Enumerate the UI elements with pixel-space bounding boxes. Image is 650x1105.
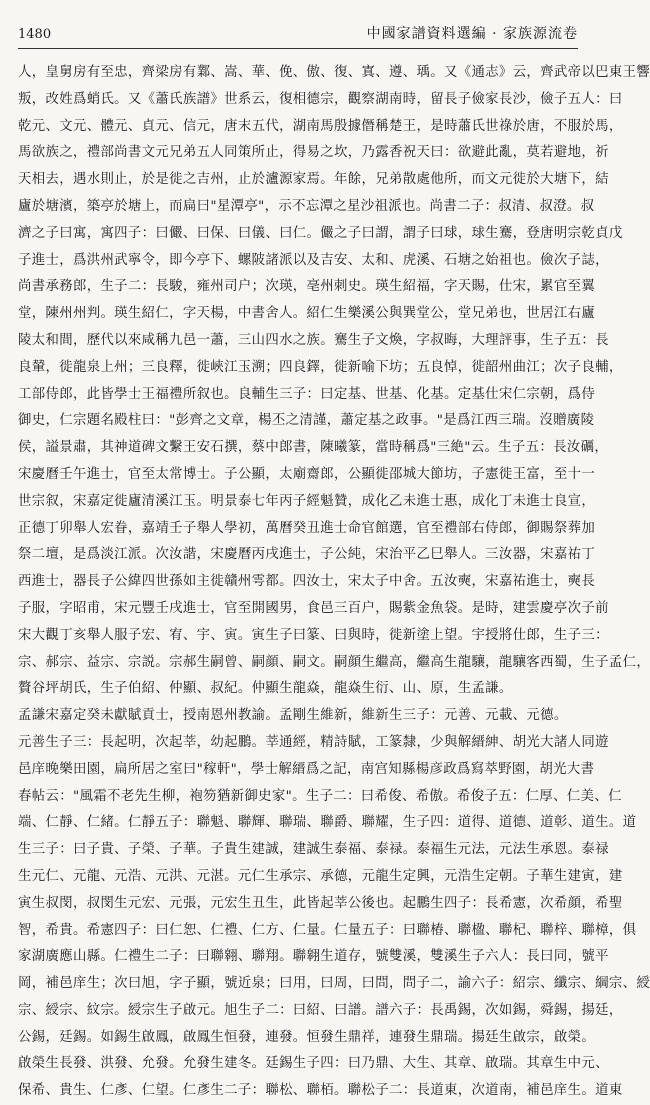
text-line: 尚書承務郎，生子二：長駿，雍州司户；次瑛，亳州刺史。瑛生紹福，字天賜，仕宋，累官至翼	[18, 279, 596, 295]
text-line: 西進士，器長子公緯四世孫如主徙贛州雩都。四汝士，宋太子中舍。五汝奭，宋嘉祐進士，奭長	[18, 574, 596, 590]
text-line: 公錫，廷錫。如錫生啟鳳，啟鳳生恒發，連發。恒發生鼎祥，連發生鼎瑞。揚廷生啟宗，啟榮。	[18, 1029, 596, 1045]
page-header	[18, 18, 578, 49]
text-line: 端、仁靜、仁緒。仁靜五子：聯魁、聯輝、聯瑞、聯爵、聯耀，生子四：道得、道德、道彰、道生。道	[18, 815, 637, 831]
text-line: 贅谷坪胡氏，生子伯紹、仲顯、叔紀。仲顯生龍焱，龍焱生衍、山、原，生孟謙。	[18, 681, 513, 697]
text-line: 人，皇舅房有至忠，齊梁房有鄴、嵩、華、俛、傲、復、寘、遵、瑀。又《通志》云，齊武帝以巴東王響	[18, 65, 650, 80]
text-line: 良輦，徙龍泉上州；三良釋，徙峽江玉溯；四良鐸，徙新喻下坊；五良悼，徙韶州曲江；次子良輔，	[18, 359, 623, 375]
text-line: 廬於塘濱，築亭於塘上，而扁曰"星潭亭"，示不忘潭之星沙祖派也。尚書二子：叔清、叔澄。叔	[18, 198, 595, 214]
text-line: 陵太和間，歷代以來咸稱九邑一蕭，三山四水之族。騫生子文煥，字叔晦，大理評事，生子五：長	[18, 332, 609, 348]
text-line: 正德丁卯舉人宏眷，嘉靖壬子舉人學初，萬曆癸丑進士命官館選，官至禮部右侍郎，御賜祭葬加	[18, 520, 596, 536]
text-line: 啟榮生長發、洪發、允發。允發生建冬。廷錫生子四：曰乃鼎、大生、其章、啟瑞。其章生中元、	[18, 1056, 609, 1072]
text-line: 乾元、文元、體元、貞元、信元，唐末五代，湖南馬殷據僭稱楚王，是時蕭氏世祿於唐，不服於馬，	[18, 118, 623, 134]
text-line: 世宗叙，宋嘉定徙廬清溪江玉。明景泰七年丙子經魁贊，成化乙未進士惠，成化丁未進士良宣，	[18, 493, 596, 509]
text-line: 子服，字昭甫，宋元豐壬戌進士，官至開國男，食邑三百户，賜紫金魚袋。是時，建雲慶亭次子前	[18, 600, 609, 616]
text-line: 家湖廣應山縣。仁禮生二子：曰聯翱、聯翔。聯翱生道存，號雙溪，雙溪生子六人：長曰同，號平	[18, 949, 609, 965]
page-number: 1480	[18, 27, 52, 42]
text-line: 馬欲族之，禮部尚書文元兄弟五人同策所止，得易之坎，乃露香祝天曰：欲避此亂，莫若避地，祈	[18, 145, 609, 161]
running-title: 中國家譜資料選編 · 家族源流卷	[366, 26, 578, 42]
text-line: 宋慶曆壬午進士，官至太常博士。子公顯，太廟齋郎，公顯徙邵城大節坊，子憲徙王富，至十一	[18, 466, 596, 482]
text-line: 元善生子三：長起明，次起莘，幼起鵬。莘通經，精詩賦，工篆隸，少與解縉紳、胡光大諸人同遊	[18, 734, 609, 750]
text-line: 生三子：曰子貴、子榮、子華。子貴生建誠，建誠生泰福、泰禄。泰福生元法，元法生承恩。泰禄	[18, 842, 609, 858]
text-line: 生元仁、元龍、元浩、元洪、元湛。元仁生承宗、承德，元龍生定興，元浩生定朝。子華生建寅，建	[18, 868, 623, 884]
text-line: 御史，仁宗題名殿柱曰："彭齊之文章，楊丕之清謹，蕭定基之政事。"是爲江西三瑞。沒贈廣陵	[18, 413, 595, 429]
text-line: 春帖云："風霜不老先生柳，袍笏猶新御史家"。生子二：曰希俊、希傲。希俊子五：仁厚、仁美、仁	[18, 788, 622, 804]
text-line: 叛，改姓爲蛸氏。又《蕭氏族譜》世系云，復相德宗，觀察湖南時，留長子儉家長沙，儉子五人：曰	[18, 91, 623, 107]
text-line: 濟之子曰寓，寓四子：曰儼、曰保、曰儀、曰仁。儼之子曰謂，謂子曰球，球生騫，登唐明宗乾貞戊	[18, 225, 623, 241]
text-line: 宗、郝宗、益宗、宗説。宗郝生嗣曾、嗣顔、嗣文。嗣顔生繼高，繼高生龍驤，龍驤客西蜀，生子孟仁，	[18, 654, 650, 670]
text-line: 子進士，爲洪州武寧令，即今亭下、螺陂諸派以及吉安、太和、虎溪、石塘之始祖也。儉次子誌，	[18, 252, 609, 268]
text-line: 堂，陳州州判。瑛生紹仁，字天楊，中書舍人。紹仁生樂溪公與巽堂公，堂兄弟也，世居江右廬	[18, 306, 596, 322]
text-line: 孟謙宋嘉定癸未獻賦貢士，授南恩州教諭。孟剛生維新，維新生三子：元善、元載、元德。	[18, 708, 568, 724]
text-line: 工部侍郎，此皆學士王福禮所叙也。良輔生三子：曰定基、世基、化基。定基仕宋仁宗朝，爲侍	[18, 386, 596, 402]
text-line: 寅生叔閔，叔閔生元宏、元張，元宏生丑生，此皆起莘公後也。起鵬生四子：長希憲，次希顔，希聖	[18, 895, 623, 911]
body-text	[18, 60, 650, 1105]
text-line: 侯，謚景肅，其神道碑文繫王安石撰，蔡中郎書，陳曦篆，當時稱爲"三絶"云。生子五：長汝礪，	[18, 440, 609, 456]
text-line: 宋大觀丁亥舉人服子宏、宥、宇、寅。寅生子曰篆、曰與時，徙新塗上望。宇授將仕郎，生子三：	[18, 627, 609, 643]
text-line: 宗、綬宗、紋宗。綬宗生子啟元。旭生子二：曰紹、曰譜。譜六子：長禹錫，次如錫，舜錫，揚廷，	[18, 1002, 623, 1018]
text-line: 祭二壇，是爲淡江派。次汝諧，宋慶曆丙戌進士，子公純，宋治平乙巳舉人。三汝器，宋嘉祐丁	[18, 547, 596, 563]
text-line: 智，希貴。希憲四子：曰仁恕、仁禮、仁方、仁量。仁量五子：曰聯椿、聯楹、聯杞、聯梓、聯樟，俱	[18, 922, 637, 938]
text-line: 天相去，遇水則止，於是徙之吉州，止於瀘源家焉。年餘，兄弟散處他所，而文元徙於大塘下，結	[18, 172, 609, 188]
text-line: 保希、貴生、仁彥、仁望。仁彥生二子：聯松、聯栢。聯松子二：長道東，次道南，補邑庠生。道東	[18, 1083, 623, 1099]
text-line: 岡，補邑庠生；次曰旭，字子顯，號近泉；曰用，曰周，曰問，問子二，諭六子：紹宗、纖宗、綱宗、綬	[18, 976, 650, 992]
text-line: 邑庠晚樂田園，扁所居之室曰"稼軒"，學士解縉爲之記，南宫知縣楊彦政爲寫萃野園，胡光大書	[18, 761, 595, 777]
